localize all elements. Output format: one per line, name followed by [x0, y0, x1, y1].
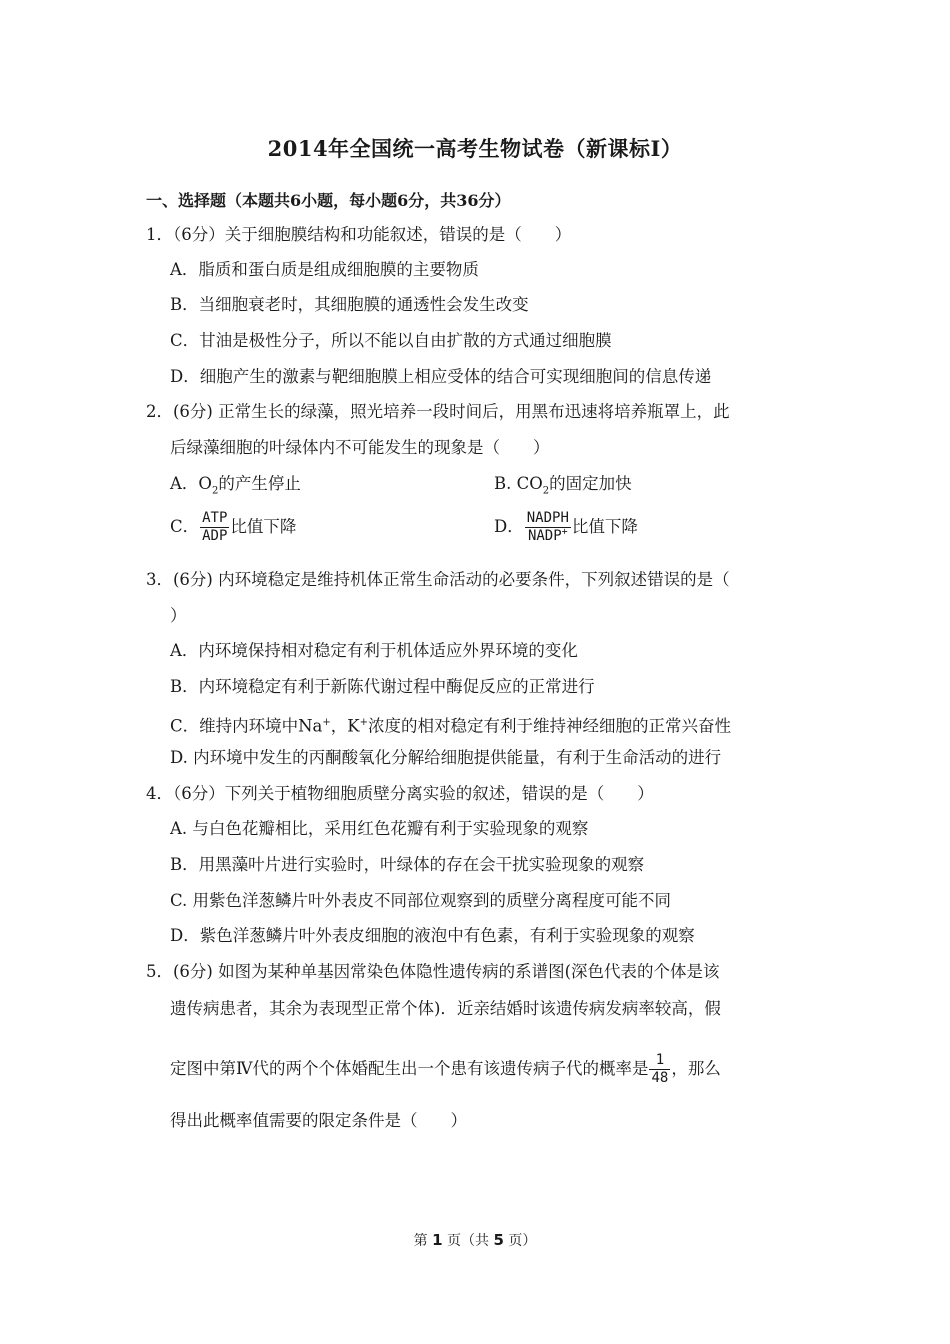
option-d-text: 比值下降 — [571, 517, 638, 536]
denominator-text: NADP — [527, 528, 562, 544]
superscript: + — [322, 717, 331, 728]
fraction-denominator — [525, 528, 571, 545]
question-3-option-c[interactable] — [170, 712, 731, 738]
question-4-option-c[interactable]: C. 用紫色洋葱鳞片叶外表皮不同部位观察到的质壁分离程度可能不同 — [170, 891, 672, 910]
footer-middle: 页（共 — [447, 1233, 489, 1249]
question-4-option-d[interactable]: D．紫色洋葱鳞片叶外表皮细胞的液泡中有色素，有利于实验现象的观察 — [170, 926, 695, 945]
fraction-numerator: 1 — [649, 1052, 670, 1070]
question-2-option-b[interactable] — [494, 473, 632, 502]
option-c-prefix: C． — [170, 517, 200, 536]
option-c-text: 浓度的相对稳定有利于维持神经细胞的正常兴奋性 — [368, 716, 732, 736]
question-3-option-d[interactable]: D. 内环境中发生的丙酮酸氧化分解给细胞提供能量，有利于生命活动的进行 — [170, 748, 722, 767]
stem-text: 定图中第Ⅳ代的两个个体婚配生出一个患有该遗传病子代的概率是 — [170, 1059, 649, 1078]
question-4-option-b[interactable]: B．用黑藻叶片进行实验时，叶绿体的存在会干扰实验现象的观察 — [170, 855, 645, 874]
question-1-option-c[interactable]: C．甘油是极性分子，所以不能以自由扩散的方式通过细胞膜 — [170, 331, 612, 350]
question-3-option-b[interactable]: B．内环境稳定有利于新陈代谢过程中酶促反应的正常进行 — [170, 677, 595, 696]
subscript: 2 — [211, 485, 219, 497]
fraction-nadph-nadp — [525, 510, 571, 545]
superscript: + — [359, 717, 369, 728]
superscript: + — [561, 526, 568, 538]
fraction-atp-adp — [200, 510, 229, 545]
question-3-stem-line-2: ） — [170, 606, 187, 625]
option-a-text: 的产生停止 — [218, 474, 301, 493]
fraction-numerator: NADPH — [526, 510, 569, 526]
subscript: 2 — [542, 485, 550, 497]
fraction-numerator: ATP — [202, 510, 228, 526]
section-heading: 一、选择题（本题共6小题，每小题6分，共36分） — [146, 191, 511, 210]
question-2-option-d[interactable] — [494, 510, 638, 545]
option-c-text: 比值下降 — [230, 517, 297, 536]
fraction-denominator: 48 — [651, 1070, 669, 1086]
page-title: 2014年全国统一高考生物试卷（新课标Ⅰ） — [267, 136, 683, 161]
option-d-prefix: D． — [494, 517, 524, 536]
question-1-option-a[interactable]: A．脂质和蛋白质是组成细胞膜的主要物质 — [170, 260, 479, 279]
question-5-stem-line-1: 5．(6分) 如图为某种单基因常染色体隐性遗传病的系谱图(深色代表的个体是该 — [146, 962, 720, 981]
question-4-option-a[interactable]: A. 与白色花瓣相比，采用红色花瓣有利于实验现象的观察 — [170, 819, 589, 838]
question-5-stem-line-3 — [170, 1052, 721, 1087]
option-c-prefix: C．维持内环境中Na — [170, 716, 323, 736]
option-a-prefix: A．O — [170, 474, 212, 493]
footer-prefix: 第 — [413, 1233, 428, 1249]
page-footer — [0, 1230, 950, 1250]
option-c-mid: ，K — [330, 716, 360, 736]
question-1-option-d[interactable]: D．细胞产生的激素与靶细胞膜上相应受体的结合可实现细胞间的信息传递 — [170, 367, 712, 386]
question-1-option-b[interactable]: B．当细胞衰老时，其细胞膜的通透性会发生改变 — [170, 295, 529, 314]
question-3-stem-line-1: 3．(6分) 内环境稳定是维持机体正常生命活动的必要条件，下列叙述错误的是（ — [146, 570, 730, 589]
question-3-option-a[interactable]: A．内环境保持相对稳定有利于机体适应外界环境的变化 — [170, 641, 578, 660]
question-5-stem-line-4: 得出此概率值需要的限定条件是（ ） — [170, 1111, 467, 1130]
option-b-text: 的固定加快 — [549, 474, 632, 493]
question-4-stem: 4．（6分）下列关于植物细胞质壁分离实验的叙述，错误的是（ ） — [146, 784, 654, 803]
fraction-one-over-48 — [649, 1052, 670, 1087]
footer-suffix: 页） — [508, 1233, 537, 1249]
question-2-option-c[interactable] — [170, 510, 296, 545]
question-2-option-a[interactable] — [170, 473, 301, 502]
stem-text-end: ，那么 — [671, 1059, 721, 1078]
option-b-prefix: B. CO — [494, 474, 543, 493]
question-5-stem-line-2: 遗传病患者，其余为表现型正常个体)．近亲结婚时该遗传病发病率较高，假 — [170, 999, 721, 1018]
question-1-stem: 1．（6分）关于细胞膜结构和功能叙述，错误的是（ ） — [146, 225, 572, 244]
total-pages-number: 5 — [493, 1231, 504, 1249]
fraction-denominator: ADP — [202, 528, 228, 544]
question-2-stem-line-2: 后绿藻细胞的叶绿体内不可能发生的现象是（ ） — [170, 438, 550, 457]
current-page-number: 1 — [432, 1231, 443, 1249]
question-2-stem-line-1: 2．(6分) 正常生长的绿藻，照光培养一段时间后，用黑布迅速将培养瓶罩上，此 — [146, 402, 730, 421]
